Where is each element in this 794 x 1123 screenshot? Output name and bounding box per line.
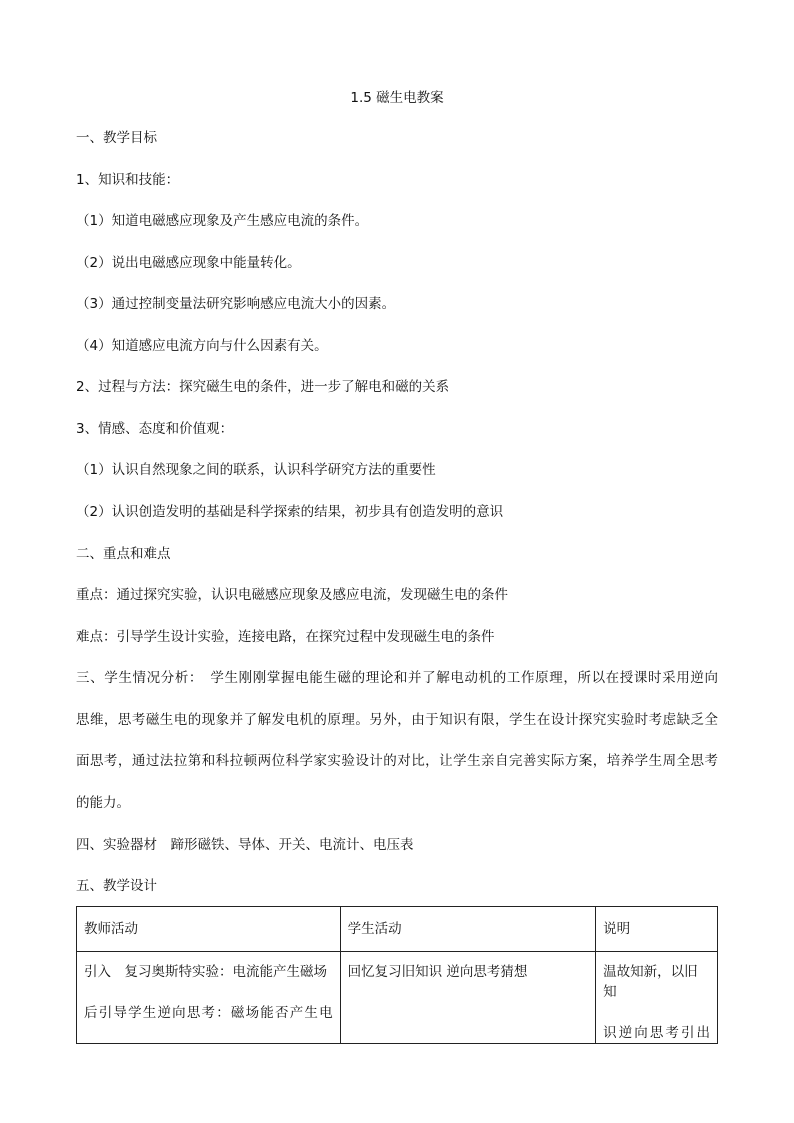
teacher-activity-line: 后引导学生逆向思考：磁场能否产生电 <box>84 1005 333 1021</box>
analysis-line: 面思考，通过法拉第和科拉顿两位科学家实验设计的对比，让学生亲自完善实际方案，培养学生周全思考 <box>76 753 718 769</box>
equipment-text: 四、实验器材 蹄形磁铁、导体、开关、电流计、电压表 <box>76 837 414 853</box>
note-line: 识逆向思考引出 <box>603 1025 710 1041</box>
teacher-activity-line: 引入 复习奥斯特实验：电流能产生磁场 <box>84 964 327 980</box>
section-heading-design: 五、教学设计 <box>76 878 157 894</box>
student-activity-text: 回忆复习旧知识 逆向思考猜想 <box>347 964 528 980</box>
table-header-row <box>77 907 718 952</box>
objective-item: （2）认识创造发明的基础是科学探索的结果，初步具有创造发明的意识 <box>76 504 504 520</box>
note-line: 温故知新，以旧知 <box>603 964 698 1000</box>
subheading-knowledge-skills: 1、知识和技能： <box>76 172 180 188</box>
student-activity-cell <box>340 952 596 1044</box>
note-cell <box>596 952 718 1044</box>
objective-item: （2）说出电磁感应现象中能量转化。 <box>76 255 301 271</box>
table-row <box>77 952 718 1044</box>
table-header-teacher: 教师活动 <box>77 907 341 952</box>
analysis-line: 三、学生情况分析： 学生刚刚掌握电能生磁的理论和并了解电动机的工作原理，所以在授课时采用逆向 <box>76 670 718 686</box>
objective-item: （3）通过控制变量法研究影响感应电流大小的因素。 <box>76 296 396 312</box>
subheading-values: 3、情感、态度和价值观： <box>76 421 234 437</box>
teacher-activity-cell <box>77 952 341 1044</box>
key-point-text: 重点：通过探究实验，认识电磁感应现象及感应电流，发现磁生电的条件 <box>76 587 508 603</box>
subheading-process-method: 2、过程与方法：探究磁生电的条件，进一步了解电和磁的关系 <box>76 379 450 395</box>
teaching-design-table <box>76 906 718 1044</box>
section-heading-objectives: 一、教学目标 <box>76 130 157 146</box>
table-header-student: 学生活动 <box>340 907 596 952</box>
analysis-line: 的能力。 <box>76 795 130 811</box>
document-title: 1.5 磁生电教案 <box>350 90 444 106</box>
objective-item: （4）知道感应电流方向与什么因素有关。 <box>76 338 328 354</box>
objective-item: （1）知道电磁感应现象及产生感应电流的条件。 <box>76 213 369 229</box>
difficulty-text: 难点：引导学生设计实验，连接电路，在探究过程中发现磁生电的条件 <box>76 629 495 645</box>
table-header-note: 说明 <box>596 907 718 952</box>
section-heading-key-points: 二、重点和难点 <box>76 546 171 562</box>
analysis-line: 思维，思考磁生电的现象并了解发电机的原理。另外，由于知识有限，学生在设计探究实验时考虑缺乏全 <box>76 712 718 728</box>
objective-item: （1）认识自然现象之间的联系，认识科学研究方法的重要性 <box>76 462 436 478</box>
